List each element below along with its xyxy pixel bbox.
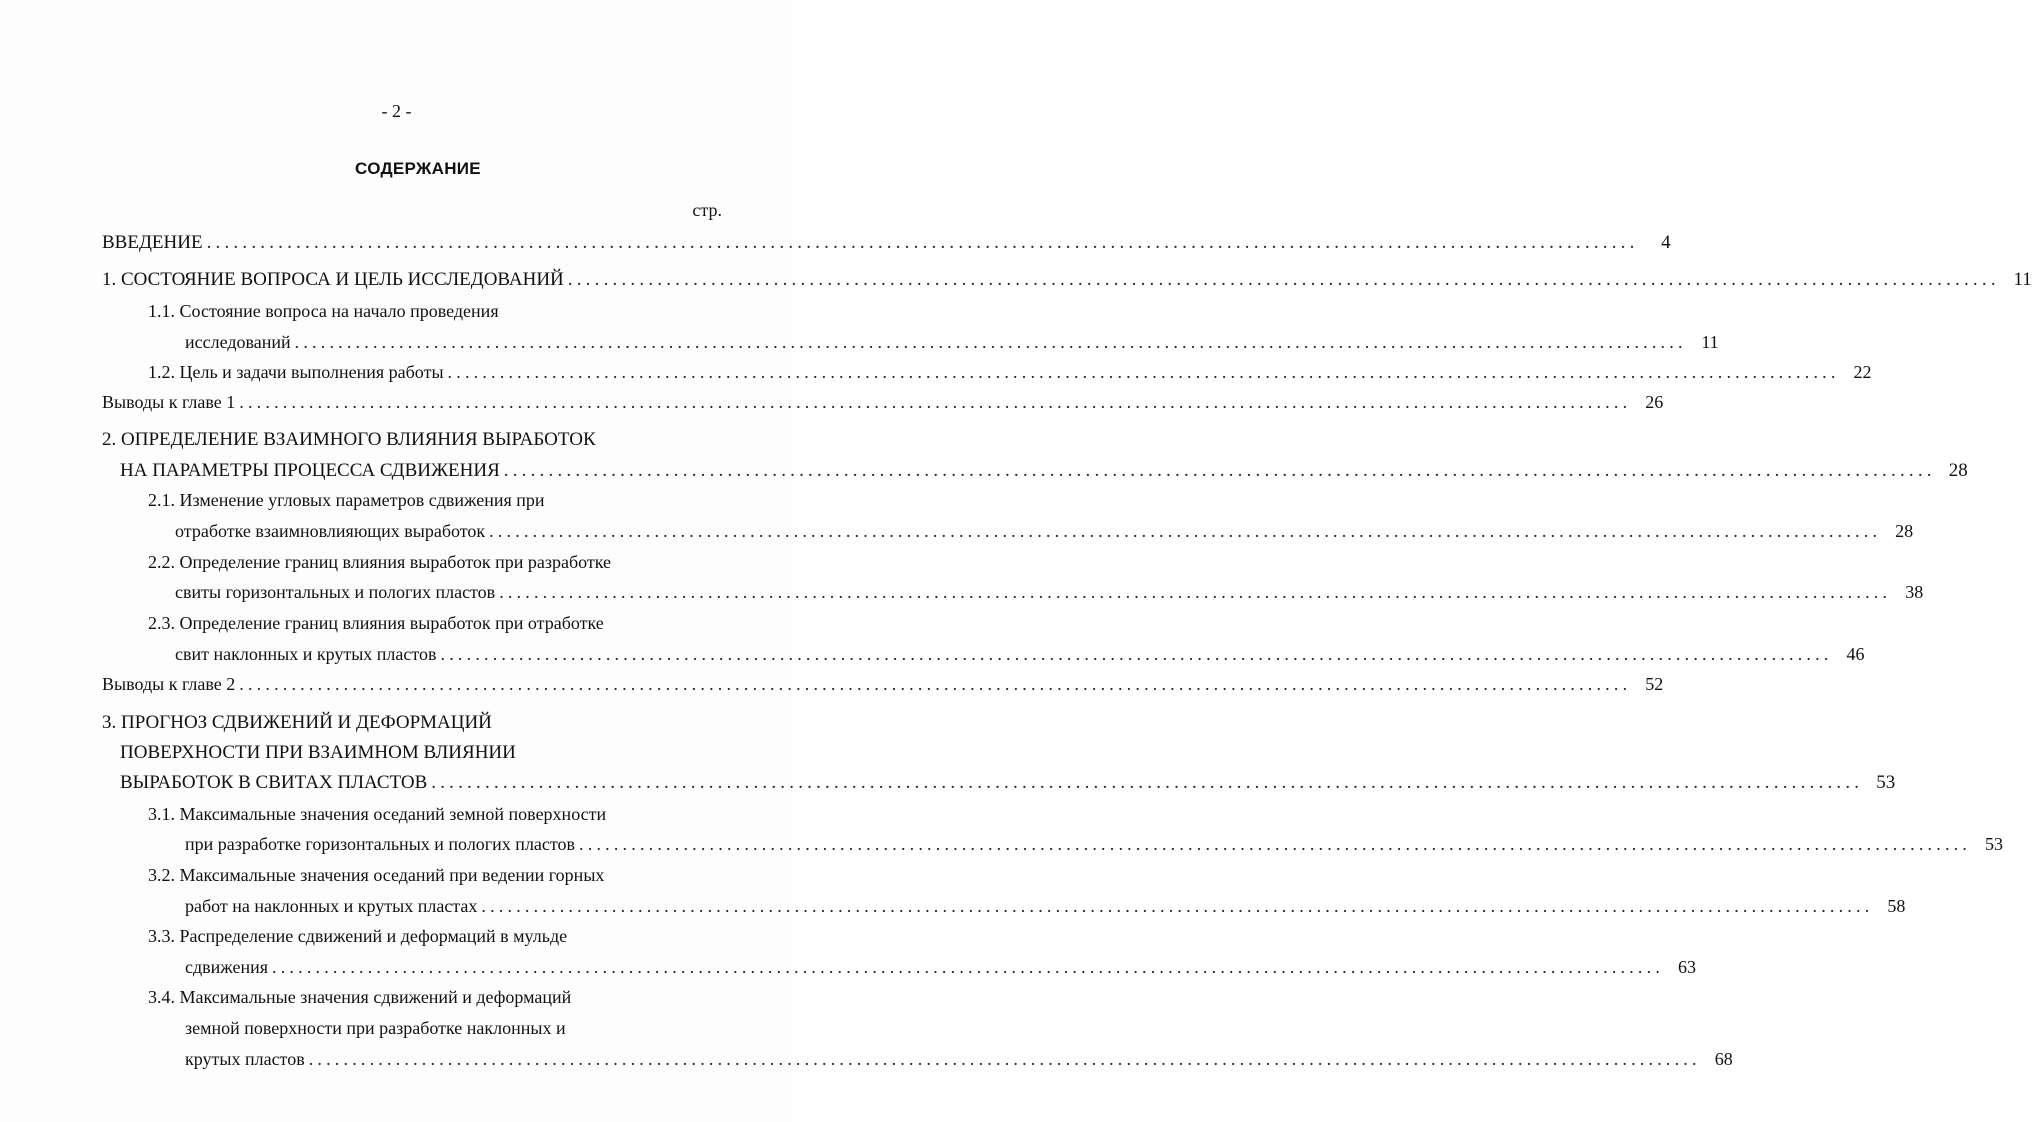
toc-entry-page: 11 (2013, 269, 2032, 290)
dot-leader: ................................................................................................................................................................ (294, 332, 1687, 352)
toc-entry-section-3-1[interactable] (148, 800, 722, 828)
toc-entry-text: 2.2. Определение границ влияния выработок при разработке (148, 552, 612, 572)
toc-entry-page: 58 (1887, 896, 1906, 916)
toc-entry-text: Выводы к главе 1 (102, 392, 236, 412)
dot-leader: ................................................................................................................................................................ (239, 674, 1632, 694)
toc-entry-page: 4 (1661, 232, 1671, 253)
dot-leader: ................................................................................................................................................................ (489, 521, 1882, 541)
toc-entry-page: 68 (1714, 1049, 1733, 1069)
toc-entry-text: ВВЕДЕНИЕ (102, 232, 203, 253)
toc-entry-section-2-2-cont[interactable] (175, 578, 1924, 606)
toc-entry-text: сдвижения (185, 957, 269, 977)
toc-entry-page: 28 (1948, 460, 1968, 481)
toc-entry-text: исследований (185, 332, 291, 352)
dot-leader: ................................................................................................................................................................ (567, 269, 2000, 290)
toc-entry-chapter-1[interactable] (102, 266, 2032, 294)
toc-entry-section-3-3[interactable] (148, 922, 722, 950)
toc-entry-chapter-2[interactable] (102, 426, 722, 454)
toc-entry-section-1-1-cont[interactable] (185, 328, 1719, 356)
dot-leader: ................................................................................................................................................................ (272, 957, 1665, 977)
toc-entry-page: 52 (1645, 674, 1664, 694)
dot-leader: ................................................................................................................................................................ (206, 232, 1639, 253)
toc-entry-text: 3.4. Максимальные значения сдвижений и деформаций (148, 987, 572, 1007)
toc-entry-chapter-3-cont-2[interactable] (120, 769, 1896, 797)
dot-leader: ................................................................................................................................................................ (481, 896, 1874, 916)
toc-entry-text: Выводы к главе 2 (102, 674, 236, 694)
dot-leader: ................................................................................................................................................................ (503, 460, 1936, 481)
toc-entry-text: 1.2. Цель и задачи выполнения работы (148, 362, 444, 382)
dot-leader: ................................................................................................................................................................ (579, 834, 1972, 854)
toc-entry-conclusions-2[interactable] (102, 670, 1664, 698)
toc-entry-page: 38 (1905, 582, 1924, 602)
toc-entry-conclusions-1[interactable] (102, 388, 1664, 416)
toc-entry-intro[interactable] (102, 229, 1671, 257)
toc-entry-section-3-4-cont-2[interactable] (185, 1045, 1733, 1073)
toc-entry-section-3-2-cont[interactable] (185, 892, 1906, 920)
toc-entry-section-2-3[interactable] (148, 609, 722, 637)
toc-entry-section-1-2[interactable] (148, 358, 1872, 386)
toc-entry-text: ВЫРАБОТОК В СВИТАХ ПЛАСТОВ (120, 772, 428, 793)
toc-entry-text: работ на наклонных и крутых пластах (185, 896, 478, 916)
toc-entry-text: свиты горизонтальных и пологих пластов (175, 582, 496, 602)
toc-entry-text: крутых пластов (185, 1049, 305, 1069)
toc-entry-text: ПОВЕРХНОСТИ ПРИ ВЗАИМНОМ ВЛИЯНИИ (120, 742, 516, 763)
page-number: - 2 - (381, 101, 412, 121)
toc-entry-chapter-3[interactable] (102, 709, 722, 737)
toc-entry-chapter-3-cont-1[interactable] (120, 739, 722, 767)
toc-entry-page: 63 (1678, 957, 1697, 977)
toc-entry-section-3-4[interactable] (148, 983, 722, 1011)
toc-entry-text: 3. ПРОГНОЗ СДВИЖЕНИЙ И ДЕФОРМАЦИЙ (102, 712, 492, 733)
toc-entry-section-3-3-cont[interactable] (185, 953, 1697, 981)
toc-entry-text: НА ПАРАМЕТРЫ ПРОЦЕССА СДВИЖЕНИЯ (120, 460, 500, 481)
toc-entry-section-3-1-cont[interactable] (185, 830, 2004, 858)
toc-entry-text: 2.3. Определение границ влияния выработок при отработке (148, 613, 604, 633)
toc-entry-text: 1. СОСТОЯНИЕ ВОПРОСА И ЦЕЛЬ ИССЛЕДОВАНИЙ (102, 269, 564, 290)
toc-entry-page: 22 (1853, 362, 1872, 382)
toc-entry-text: 2. ОПРЕДЕЛЕНИЕ ВЗАИМНОГО ВЛИЯНИЯ ВЫРАБОТОК (102, 429, 596, 450)
toc-entry-section-2-1-cont[interactable] (175, 517, 1914, 545)
toc-entry-text: 2.1. Изменение угловых параметров сдвижения при (148, 490, 545, 510)
dot-leader: ................................................................................................................................................................ (440, 644, 1833, 664)
dot-leader: ................................................................................................................................................................ (239, 392, 1632, 412)
toc-entry-section-1-1[interactable] (148, 297, 722, 325)
toc-entry-text: отработке взаимновлияющих выработок (175, 521, 486, 541)
toc-entry-section-3-2[interactable] (148, 861, 722, 889)
toc-entry-page: 26 (1645, 392, 1664, 412)
toc-entry-section-3-4-cont-1[interactable] (185, 1014, 722, 1042)
toc-entry-chapter-2-cont[interactable] (120, 457, 1968, 485)
toc-entry-section-2-1[interactable] (148, 486, 722, 514)
dot-leader: ................................................................................................................................................................ (308, 1049, 1701, 1069)
toc-entry-section-2-2[interactable] (148, 548, 722, 576)
toc-entry-text: свит наклонных и крутых пластов (175, 644, 437, 664)
dot-leader: ................................................................................................................................................................ (499, 582, 1892, 602)
dot-leader: ................................................................................................................................................................ (431, 772, 1864, 793)
page-column-label: стр. (692, 200, 722, 220)
toc-entry-text: 3.3. Распределение сдвижений и деформаций в мульде (148, 926, 568, 946)
toc-entry-text: 3.2. Максимальные значения оседаний при ведении горных (148, 865, 605, 885)
toc-entry-section-2-3-cont[interactable] (175, 640, 1865, 668)
toc-entry-text: при разработке горизонтальных и пологих пластов (185, 834, 576, 854)
dot-leader: ................................................................................................................................................................ (447, 362, 1840, 382)
toc-entry-page: 46 (1846, 644, 1865, 664)
toc-entry-page: 28 (1895, 521, 1914, 541)
page-title: СОДЕРЖАНИЕ (355, 159, 481, 178)
toc-entry-page: 53 (1876, 772, 1896, 793)
toc-entry-text: 1.1. Состояние вопроса на начало проведения (148, 301, 499, 321)
toc-entry-page: 53 (1985, 834, 2004, 854)
toc-entry-text: земной поверхности при разработке наклонных и (185, 1018, 566, 1038)
toc-entry-text: 3.1. Максимальные значения оседаний земной поверхности (148, 804, 607, 824)
toc-entry-page: 11 (1701, 332, 1719, 352)
